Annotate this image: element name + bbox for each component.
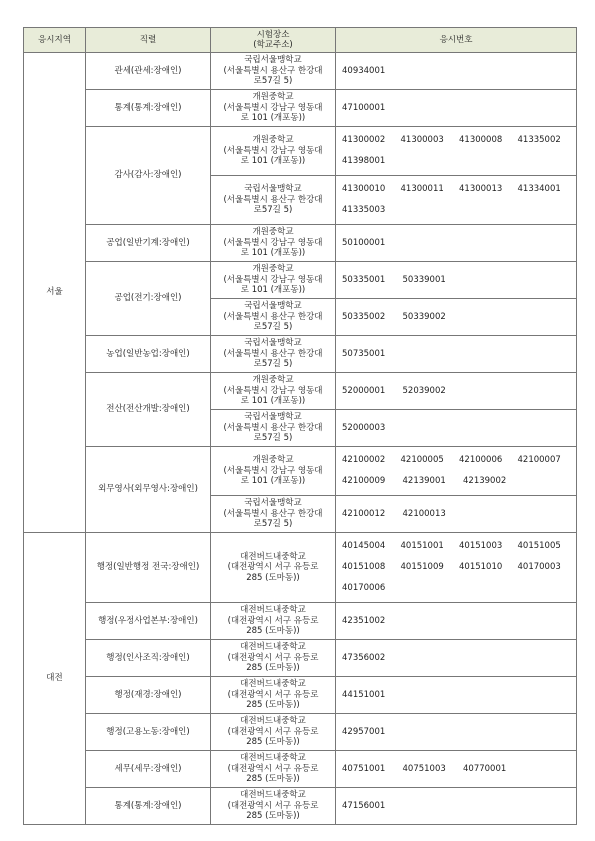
venue-line: (서울특별시 용산구 한강대: [223, 311, 323, 322]
numbers-cell: [336, 640, 577, 677]
header-job: 직렬: [86, 28, 211, 53]
venue-cell: [211, 262, 336, 299]
job-cell: 외무영사(외무영사:장애인): [86, 447, 211, 533]
numbers-cell: [336, 127, 577, 176]
table-row: [24, 447, 577, 496]
exam-number: 41398001: [342, 156, 386, 167]
venue-line: 285 (도마동)): [246, 700, 300, 711]
table-row: [24, 533, 577, 603]
venue-line: 개원중학교: [252, 227, 294, 238]
exam-number: 40151008: [342, 562, 386, 573]
numbers-line: [342, 98, 576, 119]
numbers-line: [342, 611, 576, 632]
table-row: [24, 640, 577, 677]
header-venue-subtitle: (학교주소): [253, 40, 293, 50]
venue-line: 개원중학교: [252, 264, 294, 275]
venue-line: 대전버드내중학교: [240, 753, 306, 764]
venue-line: 285 (도마동)): [246, 626, 300, 637]
exam-number: 50735001: [342, 348, 386, 359]
venue-line: 로57길 5): [253, 519, 293, 530]
venue-line: 국립서울맹학교: [244, 301, 302, 312]
venue-line: (대전광역시 서구 유등로: [227, 763, 319, 774]
exam-number: 50335002: [342, 311, 386, 322]
numbers-line: [342, 648, 576, 669]
numbers-line: [342, 471, 576, 492]
venue-line: 로 101 (개포동)): [240, 248, 306, 259]
exam-number: 41300013: [459, 184, 503, 195]
numbers-cell: [336, 299, 577, 336]
region-cell-daejeon: 대전: [24, 533, 86, 825]
numbers-line: [342, 796, 576, 817]
exam-number: 47156001: [342, 800, 386, 811]
exam-number: 40151001: [400, 541, 444, 552]
exam-number: 40934001: [342, 65, 386, 76]
exam-number: 50339001: [402, 274, 446, 285]
exam-number: 40151003: [459, 541, 503, 552]
exam-number: 42100007: [517, 455, 561, 466]
exam-number: 42957001: [342, 726, 386, 737]
exam-number: 42139002: [463, 476, 507, 487]
venue-cell: [211, 90, 336, 127]
numbers-cell: [336, 53, 577, 90]
venue-cell: [211, 127, 336, 176]
exam-venue-table: [23, 27, 577, 825]
table-row: [24, 714, 577, 751]
numbers-line: [342, 233, 576, 254]
job-cell: 통계(통계:장애인): [86, 788, 211, 825]
numbers-cell: [336, 677, 577, 714]
numbers-cell: [336, 176, 577, 225]
venue-cell: [211, 299, 336, 336]
table-row: [24, 751, 577, 788]
numbers-line: [342, 557, 576, 578]
exam-number: 42100009: [342, 476, 386, 487]
numbers-cell: [336, 714, 577, 751]
venue-line: 개원중학교: [252, 135, 294, 146]
exam-number: 52000001: [342, 385, 386, 396]
numbers-cell: [336, 603, 577, 640]
exam-number: 47100001: [342, 102, 386, 113]
job-cell: 행정(우정사업본부:장애인): [86, 603, 211, 640]
venue-line: 로 101 (개포동)): [240, 113, 306, 124]
venue-cell: [211, 53, 336, 90]
numbers-cell: [336, 533, 577, 603]
venue-line: 로 101 (개포동)): [240, 285, 306, 296]
exam-number: 44151001: [342, 689, 386, 700]
venue-cell: [211, 496, 336, 533]
job-cell: 통계(통계:장애인): [86, 90, 211, 127]
venue-line: (서울특별시 용산구 한강대: [223, 348, 323, 359]
table-row: [24, 373, 577, 410]
numbers-line: [342, 450, 576, 471]
venue-line: 285 (도마동)): [246, 663, 300, 674]
job-cell: 행정(재경:장애인): [86, 677, 211, 714]
venue-cell: [211, 373, 336, 410]
numbers-cell: [336, 788, 577, 825]
venue-line: 국립서울맹학교: [244, 498, 302, 509]
exam-number: 41300008: [459, 135, 503, 146]
venue-line: 개원중학교: [252, 92, 294, 103]
venue-cell: [211, 714, 336, 751]
venue-line: 대전버드내중학교: [240, 551, 306, 562]
numbers-cell: [336, 336, 577, 373]
header-region: 응시지역: [24, 28, 86, 53]
job-cell: 감사(감사:장애인): [86, 127, 211, 225]
venue-line: 국립서울맹학교: [244, 55, 302, 66]
exam-number: 47356002: [342, 652, 386, 663]
venue-line: (대전광역시 서구 유등로: [227, 726, 319, 737]
numbers-line: [342, 151, 576, 172]
venue-line: 285 (도마동)): [246, 572, 300, 583]
venue-cell: [211, 176, 336, 225]
exam-number: 40151009: [400, 562, 444, 573]
job-cell: 전산(전산개발:장애인): [86, 373, 211, 447]
venue-line: 대전버드내중학교: [240, 790, 306, 801]
table-row: [24, 90, 577, 127]
numbers-line: [342, 722, 576, 743]
exam-number: 42100005: [400, 455, 444, 466]
venue-line: 국립서울맹학교: [244, 184, 302, 195]
venue-line: (서울특별시 용산구 한강대: [223, 422, 323, 433]
numbers-cell: [336, 373, 577, 410]
venue-cell: [211, 640, 336, 677]
venue-line: 285 (도마동)): [246, 774, 300, 785]
venue-line: (서울특별시 강남구 영동대: [223, 237, 323, 248]
numbers-line: [342, 130, 576, 151]
job-cell: 농업(일반농업:장애인): [86, 336, 211, 373]
header-row: [24, 28, 577, 53]
job-cell: 공업(전기:장애인): [86, 262, 211, 336]
numbers-line: [342, 270, 576, 291]
venue-line: 개원중학교: [252, 375, 294, 386]
table-row: [24, 336, 577, 373]
numbers-cell: [336, 262, 577, 299]
header-venue-title: 시험장소: [256, 29, 290, 40]
venue-line: 대전버드내중학교: [240, 605, 306, 616]
venue-line: 대전버드내중학교: [240, 679, 306, 690]
venue-line: (대전광역시 서구 유등로: [227, 689, 319, 700]
job-cell: 세무(세무:장애인): [86, 751, 211, 788]
numbers-cell: [336, 410, 577, 447]
venue-line: (서울특별시 용산구 한강대: [223, 194, 323, 205]
exam-number: 41300011: [400, 184, 444, 195]
venue-line: 국립서울맹학교: [244, 412, 302, 423]
venue-line: 로 101 (개포동)): [240, 156, 306, 167]
venue-line: 로 101 (개포동)): [240, 476, 306, 487]
venue-line: 국립서울맹학교: [244, 338, 302, 349]
venue-line: 대전버드내중학교: [240, 642, 306, 653]
exam-number: 41300010: [342, 184, 386, 195]
table-row: [24, 677, 577, 714]
exam-number: 41335002: [517, 135, 561, 146]
exam-number: 52000003: [342, 422, 386, 433]
venue-line: 개원중학교: [252, 455, 294, 466]
venue-line: 로57길 5): [253, 76, 293, 87]
venue-line: (서울특별시 강남구 영동대: [223, 385, 323, 396]
venue-line: 로57길 5): [253, 359, 293, 370]
exam-number: 42100002: [342, 455, 386, 466]
table-row: [24, 53, 577, 90]
table-row: [24, 225, 577, 262]
numbers-line: [342, 685, 576, 706]
venue-line: (서울특별시 강남구 영동대: [223, 465, 323, 476]
numbers-line: [342, 307, 576, 328]
exam-number: 40751003: [402, 763, 446, 774]
venue-cell: [211, 225, 336, 262]
job-cell: 행정(일반행정 전국:장애인): [86, 533, 211, 603]
exam-number: 42100013: [402, 508, 446, 519]
numbers-line: [342, 759, 576, 780]
venue-line: 대전버드내중학교: [240, 716, 306, 727]
exam-number: 50335001: [342, 274, 386, 285]
venue-line: 285 (도마동)): [246, 811, 300, 822]
exam-number: 42351002: [342, 615, 386, 626]
exam-number: 41334001: [517, 184, 561, 195]
job-cell: 관세(관세:장애인): [86, 53, 211, 90]
numbers-line: [342, 179, 576, 200]
job-cell: 행정(고용노동:장애인): [86, 714, 211, 751]
venue-cell: [211, 603, 336, 640]
venue-line: 로57길 5): [253, 433, 293, 444]
numbers-line: [342, 61, 576, 82]
numbers-cell: [336, 90, 577, 127]
table-row: [24, 788, 577, 825]
venue-cell: [211, 533, 336, 603]
venue-line: (서울특별시 강남구 영동대: [223, 274, 323, 285]
exam-number: 42139001: [402, 476, 446, 487]
header-venue: [211, 28, 336, 53]
exam-number: 42100012: [342, 508, 386, 519]
exam-number: 40170003: [517, 562, 561, 573]
exam-number: 41335003: [342, 205, 386, 216]
exam-number: 42100006: [459, 455, 503, 466]
exam-number: 41300003: [400, 135, 444, 146]
venue-cell: [211, 336, 336, 373]
numbers-cell: [336, 447, 577, 496]
exam-number: 50100001: [342, 237, 386, 248]
job-cell: 공업(일반기계:장애인): [86, 225, 211, 262]
exam-number: 52039002: [402, 385, 446, 396]
venue-line: (서울특별시 강남구 영동대: [223, 102, 323, 113]
venue-line: 로57길 5): [253, 205, 293, 216]
numbers-line: [342, 578, 576, 599]
numbers-line: [342, 381, 576, 402]
venue-line: 로57길 5): [253, 322, 293, 333]
exam-number: 40170006: [342, 583, 386, 594]
venue-line: 로 101 (개포동)): [240, 396, 306, 407]
numbers-line: [342, 504, 576, 525]
numbers-line: [342, 344, 576, 365]
numbers-line: [342, 418, 576, 439]
job-cell: 행정(인사조직:장애인): [86, 640, 211, 677]
venue-cell: [211, 677, 336, 714]
exam-number: 50339002: [402, 311, 446, 322]
numbers-cell: [336, 751, 577, 788]
exam-number: 40770001: [463, 763, 507, 774]
header-numbers: 응시번호: [336, 28, 577, 53]
venue-line: 285 (도마동)): [246, 737, 300, 748]
exam-number: 40751001: [342, 763, 386, 774]
venue-cell: [211, 751, 336, 788]
venue-line: (대전광역시 서구 유등로: [227, 652, 319, 663]
venue-cell: [211, 410, 336, 447]
venue-cell: [211, 788, 336, 825]
region-cell-seoul: 서울: [24, 53, 86, 533]
venue-line: (서울특별시 강남구 영동대: [223, 145, 323, 156]
exam-number: 40151010: [459, 562, 503, 573]
venue-cell: [211, 447, 336, 496]
venue-line: (서울특별시 용산구 한강대: [223, 508, 323, 519]
venue-line: (서울특별시 용산구 한강대: [223, 65, 323, 76]
numbers-cell: [336, 496, 577, 533]
venue-line: (대전광역시 서구 유등로: [227, 615, 319, 626]
numbers-line: [342, 200, 576, 221]
table-row: [24, 262, 577, 299]
table-row: [24, 603, 577, 640]
venue-line: (대전광역시 서구 유등로: [227, 800, 319, 811]
exam-number: 40145004: [342, 541, 386, 552]
venue-line: (대전광역시 서구 유등로: [227, 562, 319, 573]
exam-number: 40151005: [517, 541, 561, 552]
exam-number: 41300002: [342, 135, 386, 146]
numbers-line: [342, 536, 576, 557]
numbers-cell: [336, 225, 577, 262]
table-row: [24, 127, 577, 176]
